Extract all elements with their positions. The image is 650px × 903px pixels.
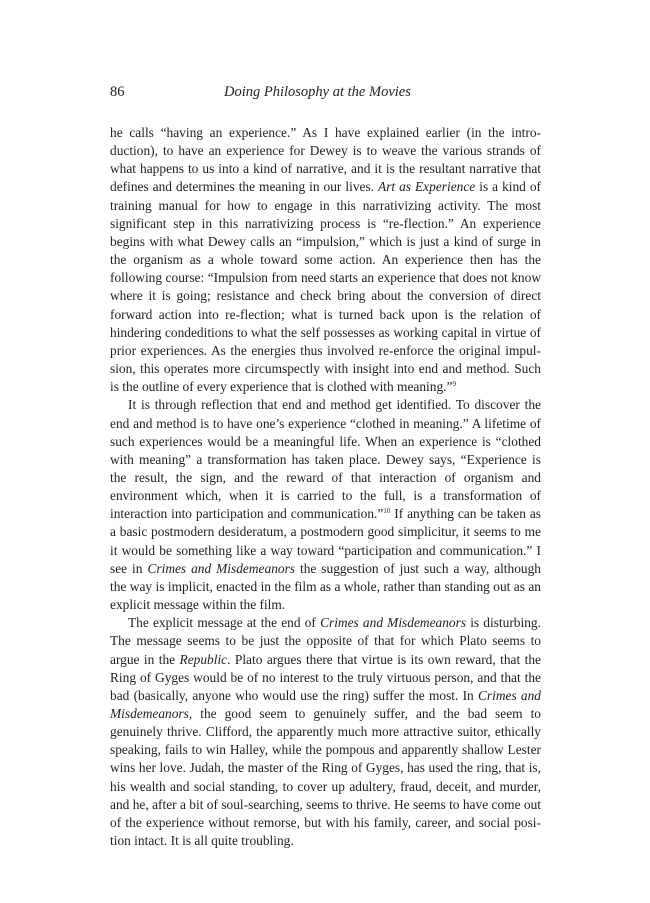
book-title: Republic [179,651,228,667]
running-header [110,84,541,106]
body-text [110,124,541,850]
running-title: Doing Philosophy at the Movies [224,84,411,100]
text-run: is a kind of training manual for how to engage in this narrativizing activity. The most significant step in this narrativizing process is “re-flection.” An experience begins with what Dewey calls an “impulsion,” which is just a kind of surge in the organism as a whole toward some action. An experience then has the following course: “Impulsion from need starts an experience that does not know where it is going; resistance and check bring about the conversion of direct forward action into re-flection; what is turned back upon is the relation of hindering condeditions to what the self possesses as working capital in virtue of prior experiences. As the energies thus involved re-enforce the original impulsion, this operates more circumspectly with insight into end and method. Such is the outline of every experience that is clothed with meaning.” [110,179,542,395]
film-title: Crimes and Misdemeanors [110,687,541,721]
page-number: 86 [110,84,125,100]
film-title: Crimes and Misdemeanors [147,560,296,576]
book-title: Art as Experience [378,179,476,195]
text-run: he calls “having an experience.” As I have explained earlier (in the introduction), to have an experience for Dewey is to weave the various strands of what happens to us into a kind of narrative, and it is the resultant narrative that defines and determines the meaning in our lives. [110,125,541,195]
text-run: It is through reflection that end and method get identified. To discover the end and method is to have one’s experience “clothed in meaning.” A lifetime of such experiences would be a meaningful life. When an experience is “clothed with meaning” a transformation has taken place. Dewey says, “Experience is the result, the sign, and the reward of that interaction of organism and environment which, when it is carried to the full, is a transformation of interaction into participation and communication.” [110,397,541,522]
text-run: If anything can be taken as a basic postmodern desideratum, a postmodern good simplicitur, it seems to me it would be something like a way toward “participation and communication.” I see in [110,506,542,576]
text-run: is disturbing. The message seems to be just the opposite of that for which Plato seems to argue in the [110,615,541,667]
film-title: Crimes and Misdemeanors [320,615,467,631]
footnote-ref: 10 [383,507,391,516]
text-run: the suggestion of just such a way, although the way is implicit, enacted in the film as a whole, rather than standing out as an explicit message within the film. [110,560,542,613]
paragraph [110,124,541,396]
footnote-ref: 9 [452,380,456,389]
text-run: , the good seem to genuinely suffer, and the bad seem to genuinely thrive. Clifford, the apparently much more attractive suitor, ethically speaking, fails to win Halley, while the pompous and apparently shallow Lester wins her love. Judah, the master of the Ring of Gyges, has used the ring, that is, his wealth and social standing, to cover up adultery, fraud, deceit, and murder, and he, after a bit of soul-searching, seems to thrive. He seems to have come out of the experience without remorse, but with his family, career, and social position intact. It is all quite troubling. [110,706,541,849]
paragraph [110,396,541,614]
text-run: . Plato argues there that virtue is its own reward, that the Ring of Gyges would be of no interest to the truly virtuous person, and that the bad (basically, anyone who would use the ring) suffer the most. In [110,651,541,703]
text-run: The explicit message at the end of [128,615,321,631]
paragraph [110,614,541,850]
